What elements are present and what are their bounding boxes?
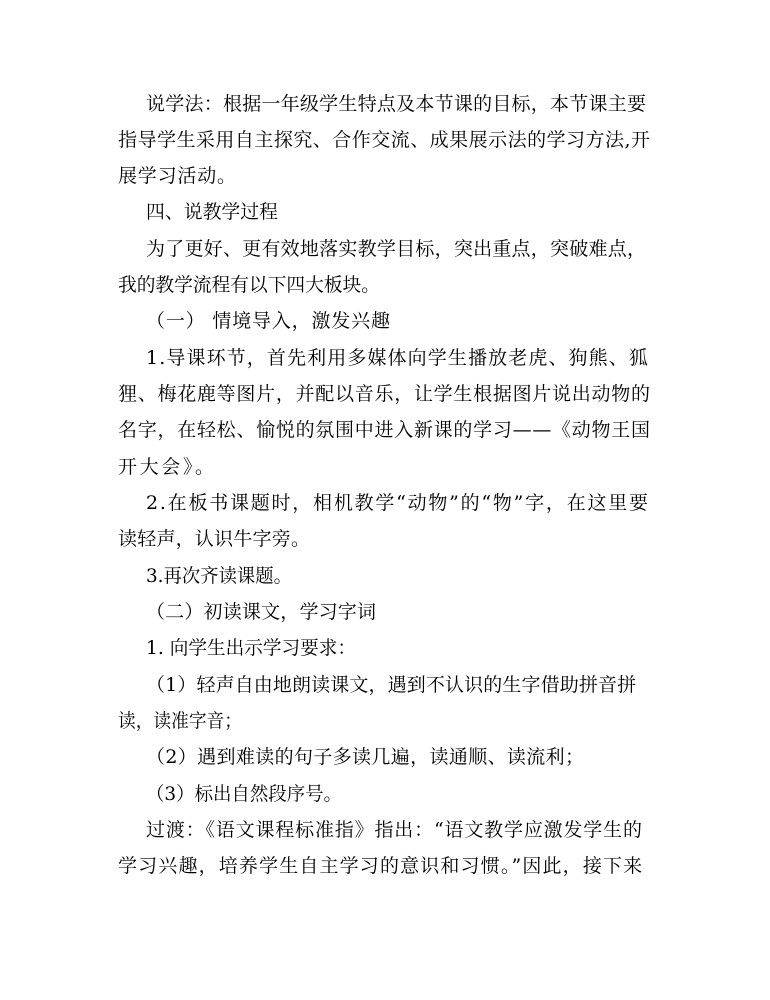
line-text: 狸、梅花鹿等图片，并配以音乐，让学生根据图片说出动物的 [118, 383, 651, 405]
paragraph-line [146, 781, 770, 807]
line-text: 2.在板书课题时，相机教学“动物”的“物”字，在这里要 [146, 492, 650, 514]
line-text: 读轻声，认识牛字旁。 [118, 528, 311, 550]
paragraph-line [118, 163, 770, 189]
paragraph-line [146, 345, 770, 371]
paragraph-line [146, 490, 770, 516]
paragraph-line [146, 672, 770, 698]
line-text: 名字，在轻松、愉悦的氛围中进入新课的学习——《动物王国 [118, 419, 651, 441]
section-heading [146, 199, 770, 225]
paragraph-line [146, 236, 770, 262]
paragraph-line [118, 853, 770, 879]
line-text: （1）轻声自由地朗读课文，遇到不认识的生字借助拼音拼 [146, 674, 637, 696]
line-text: 四、说教学过程 [146, 201, 279, 223]
line-text: 3.再次齐读课题。 [146, 565, 293, 587]
line-text: 1. 向学生出示学习要求： [146, 637, 356, 659]
line-text: 学习兴趣，培养学生自主学习的意识和习惯。”因此，接下来 [118, 855, 644, 877]
paragraph-line [118, 417, 770, 443]
line-text: 开大会》。 [118, 456, 217, 478]
paragraph-line [118, 381, 770, 407]
line-text: 我的教学流程有以下四大板块。 [118, 274, 380, 296]
line-text: 指导学生采用自主探究、合作交流、成果展示法的学习方法,开 [118, 129, 651, 151]
line-text: 1.导课环节，首先利用多媒体向学生播放老虎、狗熊、狐 [146, 347, 649, 369]
paragraph-line [118, 708, 770, 734]
line-text: 展学习活动。 [118, 165, 237, 187]
line-text: 读，读准字音； [118, 710, 242, 732]
paragraph-line [146, 744, 770, 770]
paragraph-line [146, 563, 770, 589]
line-text: （二）初读课文，学习字词 [146, 601, 377, 623]
paragraph-line [118, 272, 770, 298]
paragraph-line [118, 454, 770, 480]
line-text: 说学法：根据一年级学生特点及本节课的目标，本节课主要 [146, 93, 647, 115]
paragraph-line [118, 526, 770, 552]
paragraph-line [118, 127, 770, 153]
line-text: （2）遇到难读的句子多读几遍，读通顺、读流利； [146, 746, 585, 768]
paragraph-line [146, 817, 770, 843]
line-text: 过渡：《语文课程标准指》指出：“语文教学应激发学生的 [146, 819, 643, 841]
line-text: （一） 情境导入，激发兴趣 [146, 310, 391, 332]
subsection-heading [146, 599, 770, 625]
line-text: 为了更好、更有效地落实教学目标，突出重点，突破难点， [146, 238, 647, 260]
line-text: （3）标出自然段序号。 [146, 783, 342, 805]
paragraph-line [146, 91, 770, 117]
paragraph-line [146, 635, 770, 661]
subsection-heading [146, 308, 770, 334]
